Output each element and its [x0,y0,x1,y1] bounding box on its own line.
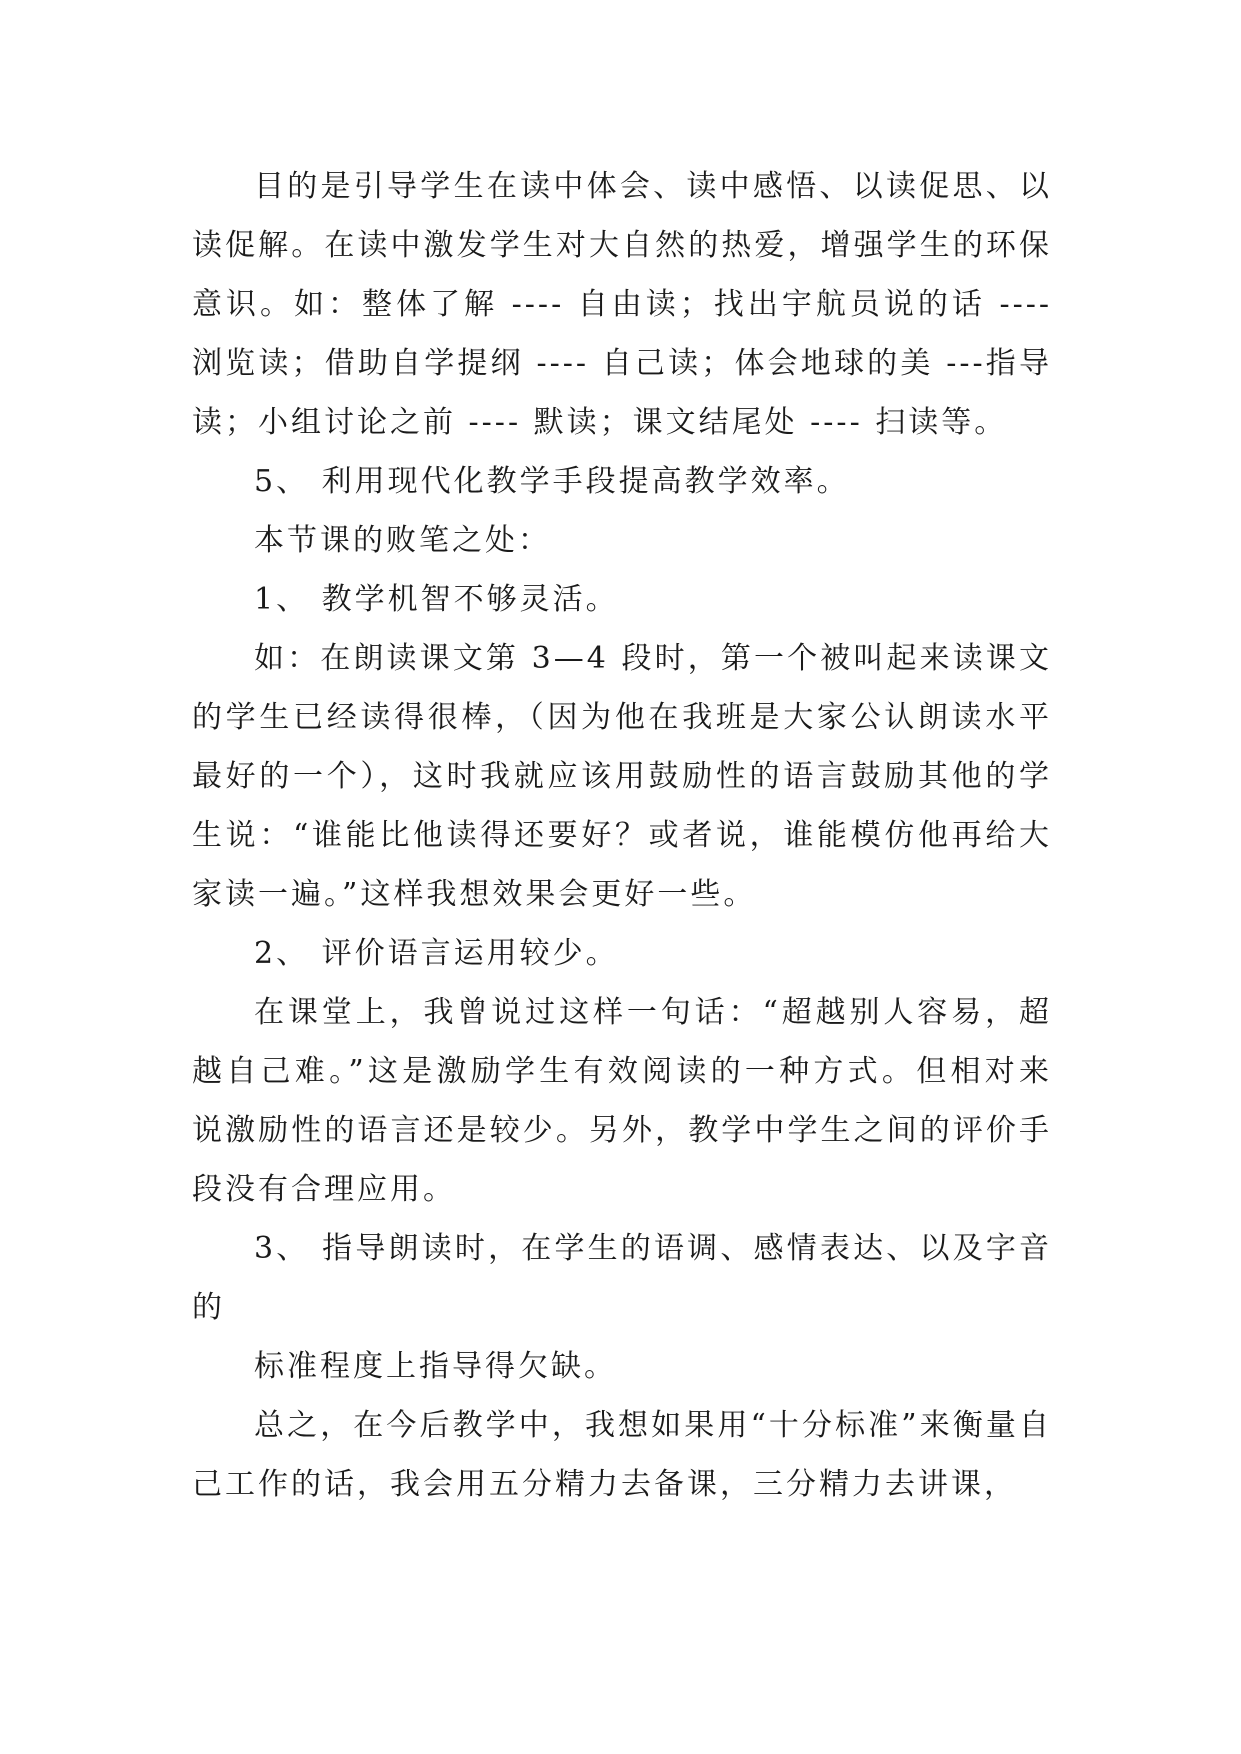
paragraph-conclusion: 总之，在今后教学中，我想如果用“十分标准”来衡量自己工作的话，我会用五分精力去备课，三分精力去讲课， [192,1408,1052,1502]
paragraph-shortcoming-3: 3、 指导朗读时，在学生的语调、感情表达、以及字音的 [192,1231,1052,1325]
document-body [192,157,1052,1514]
paragraph-point-5: 5、 利用现代化教学手段提高教学效率。 [254,464,850,499]
paragraph-shortcoming-1-example: 如：在朗读课文第 3—4 段时，第一个被叫起来读课文的学生已经读得很棒，（因为他在我班是大家公认朗读水平最好的一个），这时我就应该用鼓励性的语言鼓励其他的学生说：“谁能比他读得还要好？或者说，谁能模仿他再给大家读一遍。”这样我想效果会更好一些。 [192,641,1052,912]
paragraph-shortcoming-1: 1、 教学机智不够灵活。 [254,582,619,617]
paragraph-reading-methods: 目的是引导学生在读中体会、读中感悟、以读促思、以读促解。在读中激发学生对大自然的热爱，增强学生的环保意识。如：整体了解 ---- 自由读；找出宇航员说的话 ----浏览读；借助自学提纲 ---- 自己读；体会地球的美 ---指导读；小组讨论之前 ---- 默读；课文结尾处 ---- 扫读等。 [192,169,1052,440]
paragraph-shortcoming-3-cont: 标准程度上指导得欠缺。 [254,1349,617,1384]
paragraph-shortcoming-2: 2、 评价语言运用较少。 [254,936,619,971]
paragraph-shortcoming-2-example: 在课堂上，我曾说过这样一句话：“超越别人容易，超越自己难。”这是激励学生有效阅读的一种方式。但相对来说激励性的语言还是较少。另外，教学中学生之间的评价手段没有合理应用。 [192,995,1052,1207]
paragraph-shortcomings-heading: 本节课的败笔之处： [254,523,551,558]
